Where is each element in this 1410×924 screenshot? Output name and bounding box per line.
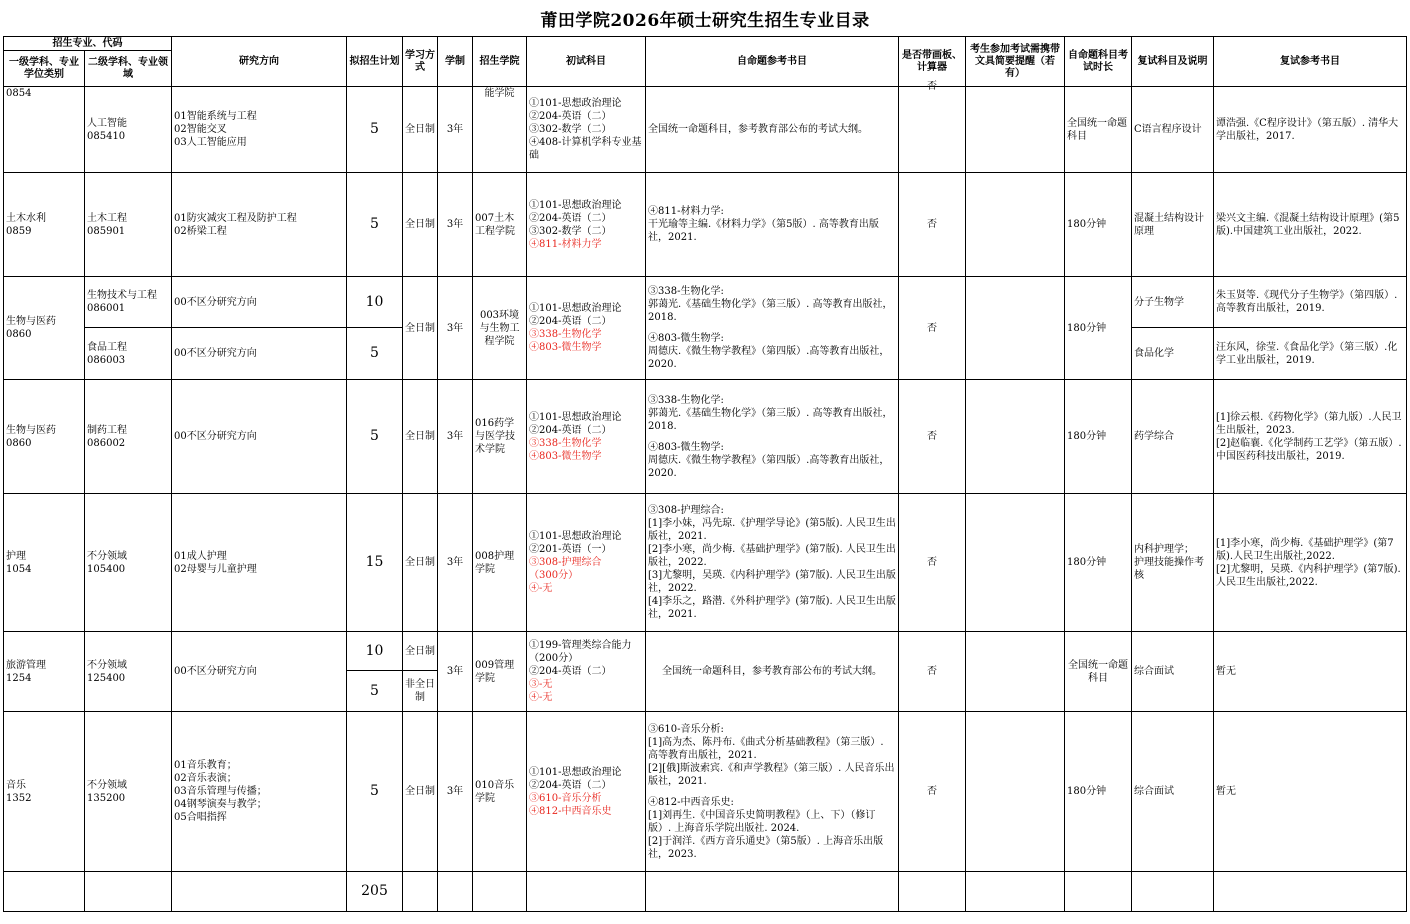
cell-plan: 5 — [347, 87, 403, 173]
cell-tools — [966, 494, 1065, 632]
cell-exam-time: 全国统一命题科目 — [1065, 632, 1132, 712]
cell-second-level: 人工智能 085410 — [85, 87, 172, 173]
cell-tools — [966, 632, 1065, 712]
table-row — [4, 277, 1407, 328]
cell-exam: ①101-思想政治理论 ②204-英语（二） ③302-数学（二） ④408-计算机学科专业基础 — [527, 87, 646, 173]
table-row — [4, 712, 1407, 872]
header-duration: 学制 — [438, 37, 473, 87]
cell-second-level: 不分领域 105400 — [85, 494, 172, 632]
cell-exam-time: 180分钟 — [1065, 380, 1132, 494]
header-retest-books: 复试参考书目 — [1214, 37, 1407, 87]
cell-tools — [966, 173, 1065, 277]
cell-panel: 否 — [899, 277, 966, 380]
catalog-table — [3, 36, 1407, 912]
cell-panel: 否 — [899, 632, 966, 712]
cell-retest: 综合面试 — [1132, 632, 1214, 712]
cell-plan: 5 — [347, 712, 403, 872]
cell-panel: 否 — [899, 380, 966, 494]
cell-retest-books: 暂无 — [1214, 712, 1407, 872]
cell-mode: 非全日制 — [403, 671, 438, 712]
cell-exam: ①101-思想政治理论 ②201-英语（一） ③308-护理综合 （300分） ④-无 — [527, 494, 646, 632]
table-row — [4, 173, 1407, 277]
cell-research: 01成人护理 02母婴与儿童护理 — [172, 494, 347, 632]
cell-retest-books: 朱玉贤等.《现代分子生物学》（第四版）.高等教育出版社，2019. — [1214, 277, 1407, 328]
cell-mode: 全日制 — [403, 87, 438, 173]
cell-first-level: 生物与医药 0860 — [4, 380, 85, 494]
cell-mode: 全日制 — [403, 632, 438, 671]
cell-exam-time: 180分钟 — [1065, 494, 1132, 632]
header-plan: 拟招生计划 — [347, 37, 403, 87]
cell-empty — [4, 872, 85, 912]
cell-retest: C语言程序设计 — [1132, 87, 1214, 173]
cell-first-level: 生物与医药 0860 — [4, 277, 85, 380]
cell-mode: 全日制 — [403, 380, 438, 494]
cell-college: 008护理学院 — [473, 494, 527, 632]
cell-exam: ①101-思想政治理论 ②204-英语（二） ③302-数学（二） ④811-材料力学 — [527, 173, 646, 277]
page-title: 莆田学院2026年硕士研究生招生专业目录 — [540, 11, 870, 31]
cell-first-level: 土木水利 0859 — [4, 173, 85, 277]
cell-retest: 食品化学 — [1132, 328, 1214, 380]
cell-empty — [85, 872, 172, 912]
cell-empty — [646, 872, 899, 912]
cell-college: 009管理学院 — [473, 632, 527, 712]
cell-panel: 否 — [899, 712, 966, 872]
cell-college: 003环境与生物工程学院 — [473, 277, 527, 380]
cell-first-level: 音乐 1352 — [4, 712, 85, 872]
cell-research: 00不区分研究方向 — [172, 277, 347, 328]
cell-retest: 综合面试 — [1132, 712, 1214, 872]
header-tools: 考生参加考试需携带文具简要提醒（若有） — [966, 37, 1065, 87]
cell-retest-books: 暂无 — [1214, 632, 1407, 712]
cell-retest: 药学综合 — [1132, 380, 1214, 494]
cell-retest-books: [1]徐云根.《药物化学》（第九版）.人民卫生出版社，2023. [2]赵临襄.《化学制药工艺学》（第五版）.中国医药科技出版社，2019. — [1214, 380, 1407, 494]
cell-plan: 5 — [347, 671, 403, 712]
total-row — [4, 872, 1407, 912]
cell-duration: 3年 — [438, 712, 473, 872]
cell-books: 全国统一命题科目，参考教育部公布的考试大纲。 — [646, 632, 899, 712]
cell-empty — [966, 872, 1065, 912]
cell-exam: ①199-管理类综合能力 （200分） ②204-英语（二） ③-无 ④-无 — [527, 632, 646, 712]
cell-exam: ①101-思想政治理论 ②204-英语（二） ③338-生物化学 ④803-微生物学 — [527, 380, 646, 494]
cell-research: 01音乐教育； 02音乐表演； 03音乐管理与传播； 04钢琴演奏与教学； 05合唱指挥 — [172, 712, 347, 872]
header-retest: 复试科目及说明 — [1132, 37, 1214, 87]
cell-college: 010音乐学院 — [473, 712, 527, 872]
cell-retest: 内科护理学； 护理技能操作考核 — [1132, 494, 1214, 632]
cell-retest-books: 梁兴文主编.《混凝土结构设计原理》(第5版).中国建筑工业出版社，2022. — [1214, 173, 1407, 277]
cell-exam: ①101-思想政治理论 ②204-英语（二） ③338-生物化学 ④803-微生物学 — [527, 277, 646, 380]
cell-retest: 分子生物学 — [1132, 277, 1214, 328]
cell-books: ③338-生物化学: 郭蔼光.《基础生物化学》（第三版）. 高等教育出版社，2018. ④803-微生物学: 周德庆.《微生物学教程》（第四版）.高等教育出版社，2020. — [646, 277, 899, 380]
header-second-level: 二级学科、专业领域 — [85, 51, 172, 87]
cell-empty — [438, 872, 473, 912]
cell-books: 全国统一命题科目，参考教育部公布的考试大纲。 — [646, 87, 899, 173]
cell-books: ③338-生物化学: 郭蔼光.《基础生物化学》（第三版）. 高等教育出版社，2018. ④803-微生物学: 周德庆.《微生物学教程》（第四版）.高等教育出版社，2020. — [646, 380, 899, 494]
cell-second-level: 食品工程 086003 — [85, 328, 172, 380]
cell-panel: 否 — [899, 87, 966, 173]
cell-duration: 3年 — [438, 632, 473, 712]
cell-empty — [403, 872, 438, 912]
header-college: 招生学院 — [473, 37, 527, 87]
total-plan: 205 — [347, 872, 403, 912]
cell-panel: 否 — [899, 494, 966, 632]
cell-empty — [1065, 872, 1132, 912]
cell-research: 00不区分研究方向 — [172, 632, 347, 712]
cell-first-level: 0854 — [4, 87, 85, 173]
cell-retest-books: 汪东风，徐莹.《食品化学》（第三版）.化学工业出版社，2019. — [1214, 328, 1407, 380]
cell-empty — [473, 872, 527, 912]
cell-retest-books: 谭浩强.《C程序设计》（第五版）. 清华大学出版社，2017. — [1214, 87, 1407, 173]
cell-duration: 3年 — [438, 380, 473, 494]
cell-mode: 全日制 — [403, 494, 438, 632]
cell-second-level: 生物技术与工程 086001 — [85, 277, 172, 328]
cell-empty — [527, 872, 646, 912]
cell-empty — [172, 872, 347, 912]
cell-second-level: 不分领域 125400 — [85, 632, 172, 712]
table-row — [4, 87, 1407, 173]
cell-duration: 3年 — [438, 277, 473, 380]
header-exam-time: 自命题科目考试时长 — [1065, 37, 1132, 87]
cell-duration: 3年 — [438, 494, 473, 632]
cell-panel: 否 — [899, 173, 966, 277]
cell-research: 01智能系统与工程 02智能交叉 03人工智能应用 — [172, 87, 347, 173]
cell-books: ③308-护理综合: [1]李小妹，冯先琼.《护理学导论》(第5版). 人民卫生出版社，2021. [2]李小寒，尚少梅.《基础护理学》(第7版). 人民卫生出版社，2022. [3]尤黎明，吴瑛.《内科护理学》(第7版). 人民卫生出版社，2022. [4]李乐之，路潜.《外科护理学》(第7版). 人民卫生出版社，2021. — [646, 494, 899, 632]
cell-mode: 全日制 — [403, 712, 438, 872]
cell-exam-time: 180分钟 — [1065, 277, 1132, 380]
cell-college: 007土木工程学院 — [473, 173, 527, 277]
cell-empty — [899, 872, 966, 912]
cell-tools — [966, 712, 1065, 872]
cell-plan: 10 — [347, 277, 403, 328]
cell-research: 01防灾减灾工程及防护工程 02桥梁工程 — [172, 173, 347, 277]
cell-duration: 3年 — [438, 173, 473, 277]
cell-plan: 15 — [347, 494, 403, 632]
table-row — [4, 632, 1407, 671]
header-books: 自命题参考书目 — [646, 37, 899, 87]
header-research: 研究方向 — [172, 37, 347, 87]
cell-tools — [966, 87, 1065, 173]
header-first-level: 一级学科、专业学位类别 — [4, 51, 85, 87]
cell-exam-time: 全国统一命题科目 — [1065, 87, 1132, 173]
header-group: 招生专业、代码 — [4, 37, 172, 51]
cell-tools — [966, 277, 1065, 380]
cell-research: 00不区分研究方向 — [172, 328, 347, 380]
cell-exam-time: 180分钟 — [1065, 173, 1132, 277]
cell-first-level: 护理 1054 — [4, 494, 85, 632]
cell-research: 00不区分研究方向 — [172, 380, 347, 494]
cell-plan: 5 — [347, 173, 403, 277]
cell-mode: 全日制 — [403, 173, 438, 277]
cell-tools — [966, 380, 1065, 494]
cell-college: 016药学与医学技术学院 — [473, 380, 527, 494]
header-panel: 是否带画板、计算器 — [899, 37, 966, 87]
cell-plan: 5 — [347, 380, 403, 494]
cell-second-level: 土木工程 085901 — [85, 173, 172, 277]
cell-books: ④811-材料力学: 干光瑜等主编.《材料力学》（第5版）. 高等教育出版社，2021. — [646, 173, 899, 277]
cell-plan: 5 — [347, 328, 403, 380]
cell-duration: 3年 — [438, 87, 473, 173]
cell-empty — [1132, 872, 1214, 912]
cell-retest-books: [1]李小寒，尚少梅.《基础护理学》(第7版).人民卫生出版社,2022. [2]尤黎明，吴瑛.《内科护理学》(第7版).人民卫生出版社,2022. — [1214, 494, 1407, 632]
cell-retest: 混凝土结构设计原理 — [1132, 173, 1214, 277]
cell-exam-time: 180分钟 — [1065, 712, 1132, 872]
table-row — [4, 380, 1407, 494]
cell-exam: ①101-思想政治理论 ②204-英语（二） ③610-音乐分析 ④812-中西音乐史 — [527, 712, 646, 872]
cell-second-level: 制药工程 086002 — [85, 380, 172, 494]
cell-first-level: 旅游管理 1254 — [4, 632, 85, 712]
cell-empty — [1214, 872, 1407, 912]
cell-books: ③610-音乐分析: [1]高为杰、陈丹布.《曲式分析基础教程》（第三版）. 高等教育出版社，2021. [2][俄]斯波索宾.《和声学教程》（第三版）. 人民音乐出版社，2021. ④812-中西音乐史: [1]刘再生.《中国音乐史简明教程》（上、下）（修订版）. 上海音乐学院出版社. 2024. [2]于润洋.《西方音乐通史》（第5版）. 上海音乐出版社，2023. — [646, 712, 899, 872]
cell-plan: 10 — [347, 632, 403, 671]
cell-mode: 全日制 — [403, 277, 438, 380]
header-exam: 初试科目 — [527, 37, 646, 87]
table-row — [4, 494, 1407, 632]
cell-college: 能学院 — [473, 87, 527, 173]
header-study-mode: 学习方式 — [403, 37, 438, 87]
cell-second-level: 不分领域 135200 — [85, 712, 172, 872]
